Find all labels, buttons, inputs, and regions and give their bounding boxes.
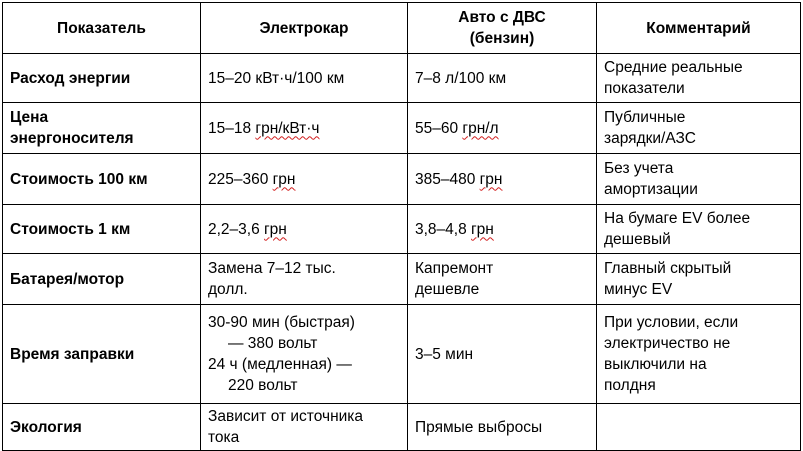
comment-line: амортизации bbox=[604, 181, 698, 198]
ice-cell: 3–5 мин bbox=[408, 305, 597, 404]
comment-cell bbox=[597, 205, 801, 254]
row-label-line: Цена bbox=[10, 109, 49, 126]
table-row bbox=[3, 54, 801, 103]
ev-cell bbox=[201, 305, 408, 404]
ev-cell bbox=[201, 404, 408, 451]
comment-line: показатели bbox=[604, 80, 685, 97]
comment-line: На бумаге EV более bbox=[604, 210, 751, 227]
ev-unit: грн bbox=[272, 170, 296, 188]
row-label bbox=[3, 103, 201, 154]
comment-line: Без учета bbox=[604, 160, 674, 177]
header-ice-line1: Авто с ДВС bbox=[458, 9, 546, 26]
ev-cell bbox=[201, 205, 408, 254]
ev-unit: грн/кВт·ч bbox=[255, 119, 320, 137]
header-ice-line2: (бензин) bbox=[469, 30, 535, 47]
ev-value: 225–360 bbox=[208, 170, 273, 188]
comment-line: полдня bbox=[604, 377, 656, 394]
row-label: Расход энергии bbox=[3, 54, 201, 103]
ev-line: 30-90 мин (быстрая) bbox=[208, 314, 355, 331]
ev-unit: грн bbox=[264, 220, 287, 238]
ice-value: 55–60 bbox=[415, 119, 463, 137]
table-row bbox=[3, 254, 801, 305]
ev-line: 24 ч (медленная) — bbox=[208, 356, 352, 373]
comment-line: минус EV bbox=[604, 281, 673, 298]
ev-line: — 380 вольт bbox=[228, 335, 318, 352]
ice-line: Капремонт bbox=[415, 260, 494, 277]
comment-line: Средние реальные bbox=[604, 59, 743, 76]
comment-line: При условии, если bbox=[604, 314, 739, 331]
ice-cell bbox=[408, 205, 597, 254]
comment-line: Публичные bbox=[604, 109, 686, 126]
table-row bbox=[3, 103, 801, 154]
comment-cell bbox=[597, 254, 801, 305]
ev-value: 15–18 bbox=[208, 119, 256, 137]
row-label-line: энергоносителя bbox=[10, 130, 134, 147]
table-row bbox=[3, 205, 801, 254]
row-label: Стоимость 1 км bbox=[3, 205, 201, 254]
ev-line: 220 вольт bbox=[228, 377, 298, 394]
ev-value: 2,2–3,6 bbox=[208, 220, 265, 238]
header-ice-car bbox=[408, 3, 597, 54]
ev-cell bbox=[201, 103, 408, 154]
comment-line: Главный скрытый bbox=[604, 260, 732, 277]
header-electric-car: Электрокар bbox=[201, 3, 408, 54]
ice-cell bbox=[408, 154, 597, 205]
header-comment: Комментарий bbox=[597, 3, 801, 54]
ev-line: Зависит от источника bbox=[208, 408, 364, 425]
comparison-table bbox=[2, 2, 801, 451]
comment-cell bbox=[597, 404, 801, 451]
row-label: Экология bbox=[3, 404, 201, 451]
ice-unit: грн/л bbox=[462, 119, 499, 137]
ev-cell bbox=[201, 254, 408, 305]
ev-cell: 15–20 кВт·ч/100 км bbox=[201, 54, 408, 103]
comment-line: электричество не bbox=[604, 335, 731, 352]
row-label: Стоимость 100 км bbox=[3, 154, 201, 205]
row-label: Батарея/мотор bbox=[3, 254, 201, 305]
comment-cell bbox=[597, 154, 801, 205]
header-indicator: Показатель bbox=[3, 3, 201, 54]
table-row bbox=[3, 154, 801, 205]
comment-line: выключили на bbox=[604, 356, 707, 373]
header-row bbox=[3, 3, 801, 54]
comment-line: зарядки/АЗС bbox=[604, 130, 696, 147]
ev-line: долл. bbox=[208, 281, 248, 298]
ice-cell: Прямые выбросы bbox=[408, 404, 597, 451]
ice-value: 385–480 bbox=[415, 170, 480, 188]
ice-cell: 7–8 л/100 км bbox=[408, 54, 597, 103]
ice-cell bbox=[408, 254, 597, 305]
ice-value: 3,8–4,8 bbox=[415, 220, 472, 238]
table-row bbox=[3, 404, 801, 451]
ev-line: тока bbox=[208, 429, 240, 446]
table-row bbox=[3, 305, 801, 404]
ice-cell bbox=[408, 103, 597, 154]
comment-cell bbox=[597, 54, 801, 103]
ev-cell bbox=[201, 154, 408, 205]
ice-line: дешевле bbox=[415, 281, 480, 298]
ice-unit: грн bbox=[471, 220, 494, 238]
comment-cell bbox=[597, 305, 801, 404]
comment-line: дешевый bbox=[604, 231, 671, 248]
ice-unit: грн bbox=[479, 170, 503, 188]
ev-line: Замена 7–12 тыс. bbox=[208, 260, 336, 277]
comment-cell bbox=[597, 103, 801, 154]
row-label: Время заправки bbox=[3, 305, 201, 404]
